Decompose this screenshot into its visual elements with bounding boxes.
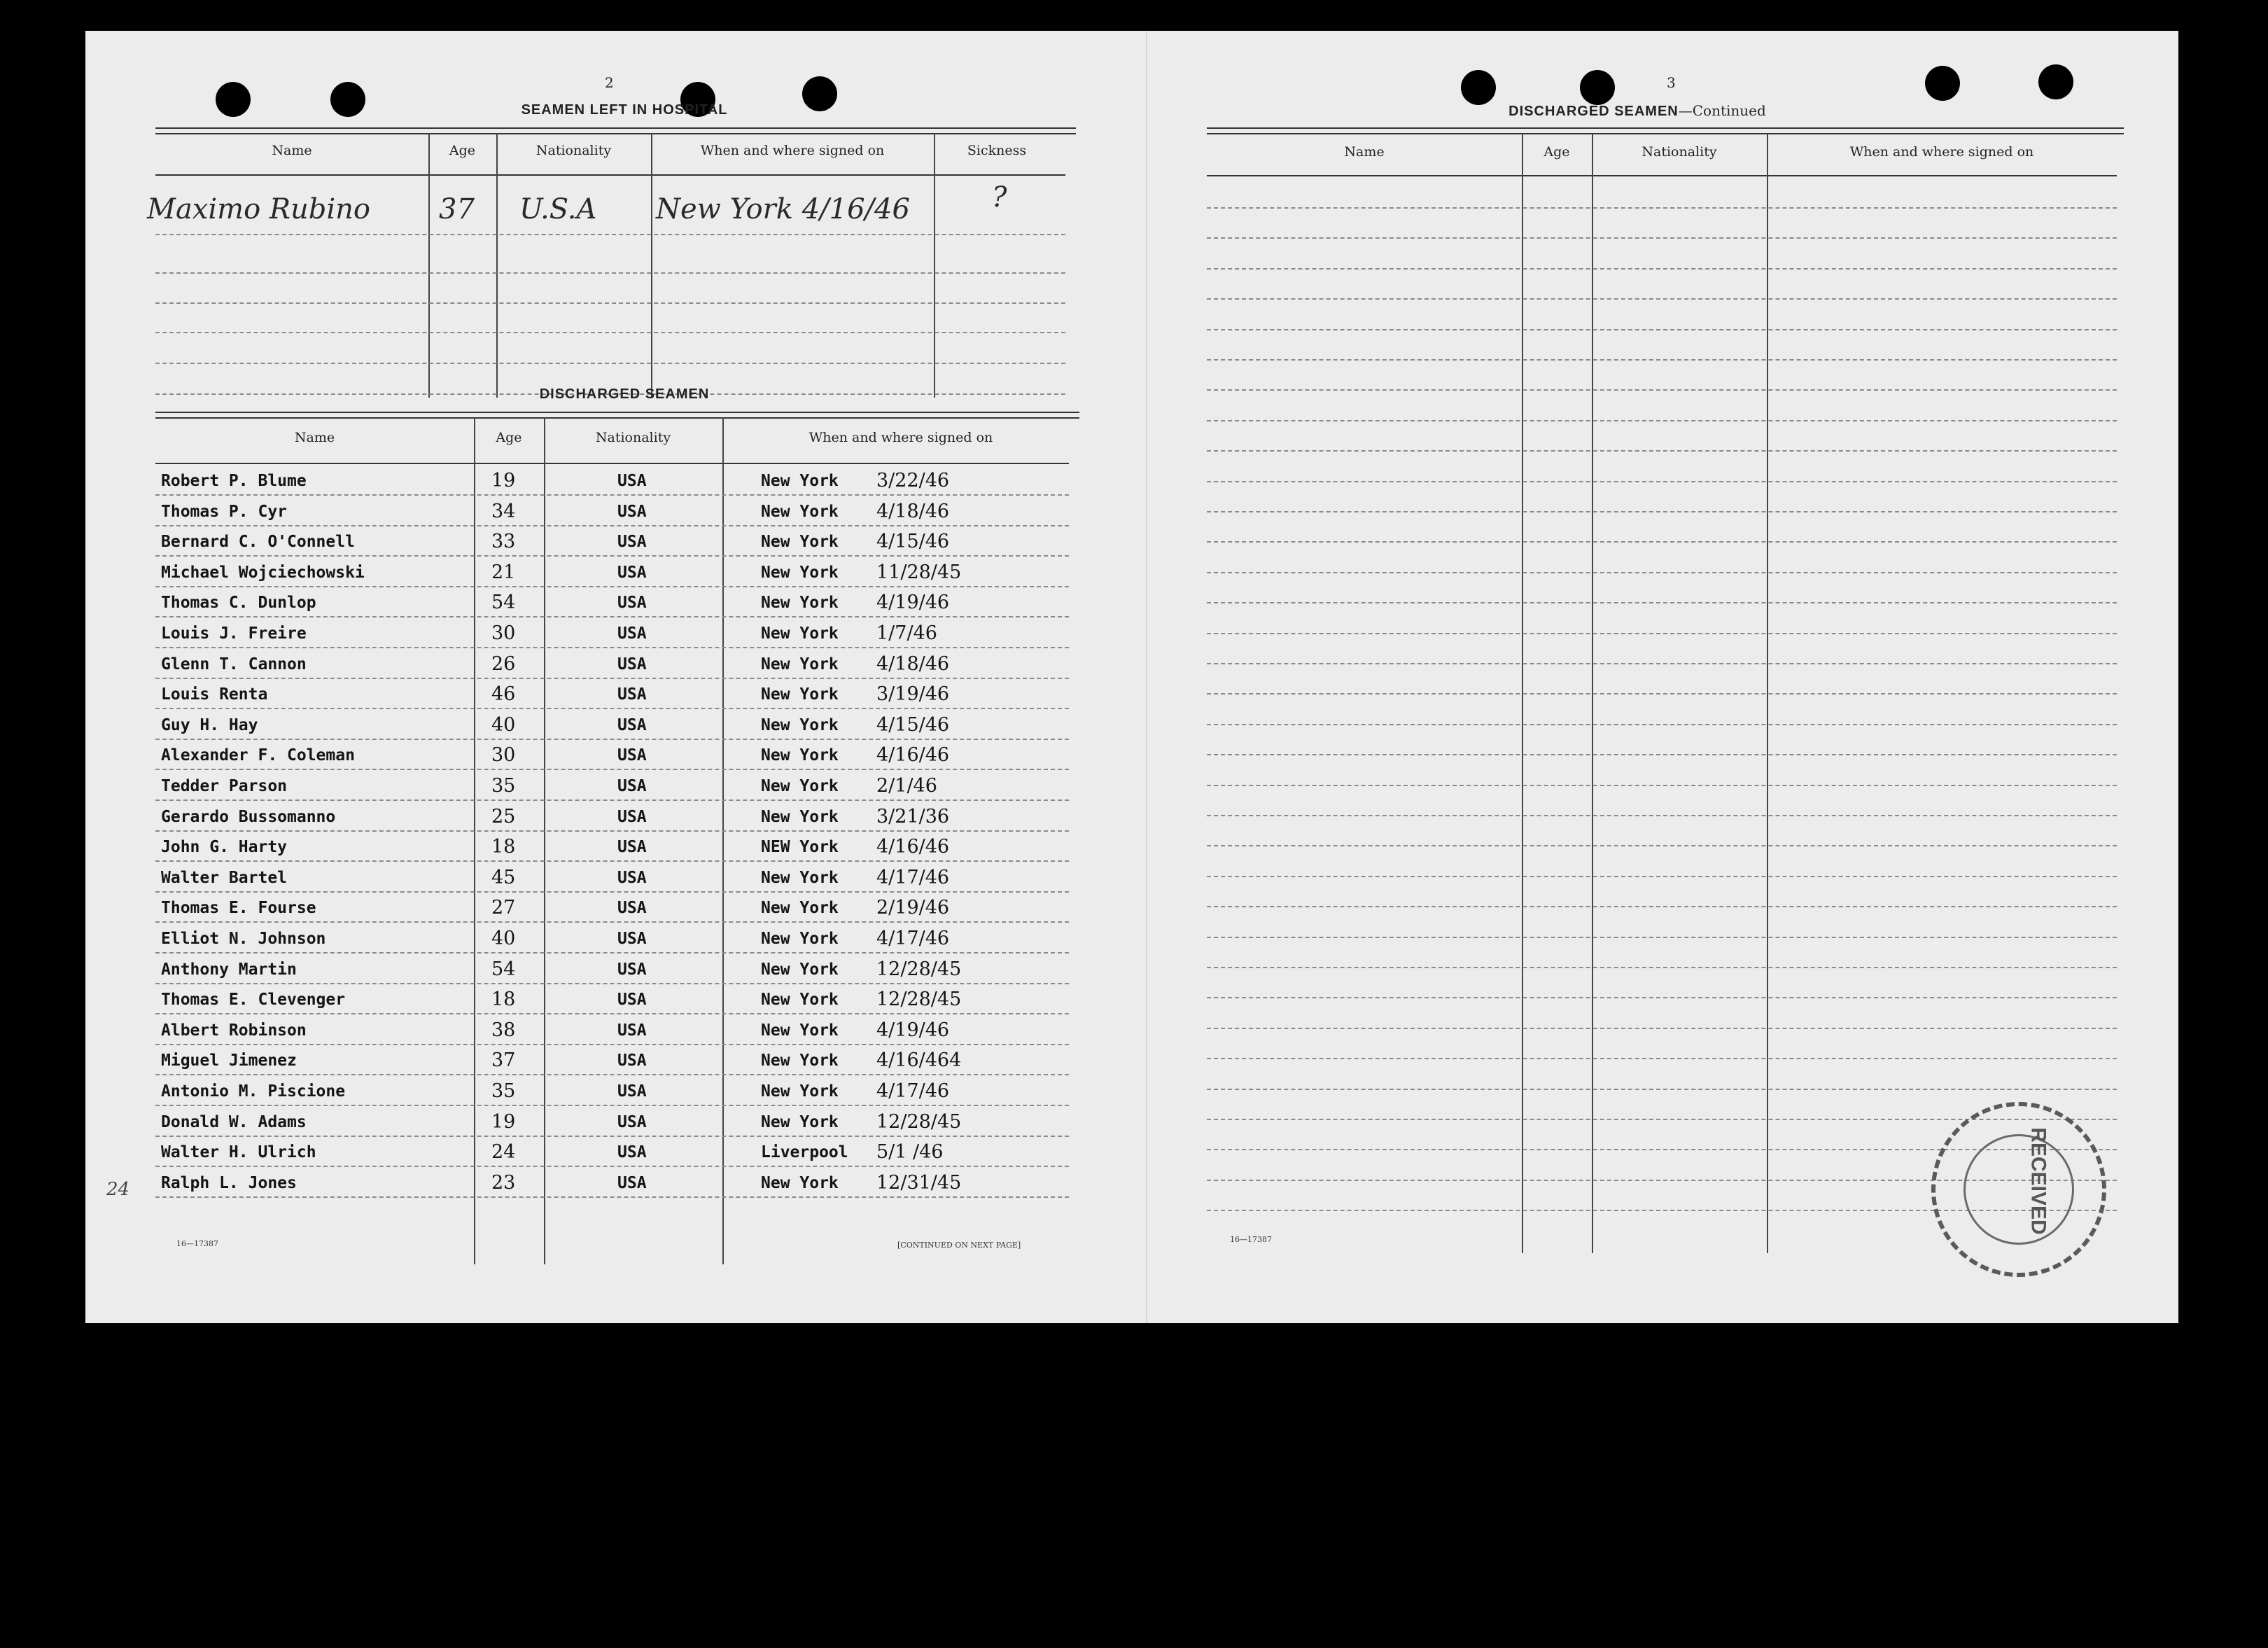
seaman-nationality: USA [617, 777, 647, 795]
row-line [155, 739, 1069, 740]
row-line [1207, 298, 2117, 300]
row-line [155, 769, 1069, 770]
seaman-name: Guy H. Hay [161, 716, 258, 734]
seaman-name: Louis J. Freire [161, 624, 307, 643]
seaman-nationality: USA [617, 1052, 647, 1070]
signed-on-place: New York [761, 991, 839, 1009]
seaman-age: 33 [491, 531, 516, 552]
row-line [1207, 785, 2117, 786]
seaman-name: Antonio M. Piscione [161, 1082, 346, 1101]
signed-on-place: New York [761, 1052, 839, 1070]
seaman-nationality: USA [617, 746, 647, 764]
signed-on-date: 4/17/46 [876, 867, 950, 888]
col-header-nationality: Nationality [595, 430, 671, 445]
seaman-age: 18 [491, 836, 516, 858]
continued-note: [CONTINUED ON NEXT PAGE] [897, 1241, 1021, 1250]
seaman-nationality: USA [617, 869, 647, 887]
row-line [1207, 268, 2117, 270]
seaman-name: Elliot N. Johnson [161, 930, 326, 948]
hospital-nationality: U.S.A [519, 193, 597, 225]
seaman-age: 30 [491, 744, 516, 766]
seaman-nationality: USA [617, 594, 647, 612]
signed-on-date: 2/19/46 [876, 897, 950, 919]
header-rule [155, 174, 1065, 176]
signed-on-date: 4/16/46 [876, 836, 950, 858]
hospital-name: Maximo Rubino [147, 193, 371, 225]
col-header-sickness: Sickness [967, 143, 1027, 158]
signed-on-date: 4/17/46 [876, 1080, 950, 1102]
seaman-nationality: USA [617, 838, 647, 856]
seaman-age: 45 [491, 867, 516, 888]
signed-on-place: New York [761, 503, 839, 521]
row-line [1207, 1028, 2117, 1029]
row-line [155, 1136, 1069, 1137]
hospital-section-title: SEAMEN LEFT IN HOSPITAL [521, 102, 728, 118]
row-line [1207, 937, 2117, 938]
seaman-name: Ralph L. Jones [161, 1174, 297, 1192]
signed-on-place: New York [761, 472, 839, 490]
signed-on-place: New York [761, 1082, 839, 1101]
hospital-sickness: ? [992, 181, 1007, 214]
seaman-name: Thomas E. Clevenger [161, 991, 346, 1009]
seaman-nationality: USA [617, 685, 647, 704]
seaman-nationality: USA [617, 1113, 647, 1131]
col-header-nationality: Nationality [536, 143, 612, 158]
signed-on-place: New York [761, 1021, 839, 1040]
signed-on-date: 2/1/46 [876, 775, 937, 797]
margin-note: 24 [106, 1179, 130, 1200]
seaman-nationality: USA [617, 624, 647, 643]
seaman-name: Alexander F. Coleman [161, 746, 355, 764]
row-line [155, 1044, 1069, 1045]
seaman-nationality: USA [617, 1174, 647, 1192]
seaman-name: Thomas E. Fourse [161, 899, 316, 917]
signed-on-place: NEW York [761, 838, 839, 856]
row-line [155, 363, 1065, 364]
row-line [1207, 997, 2117, 998]
column-divider [474, 417, 475, 1264]
discharged-continued-title [1427, 102, 1847, 120]
seaman-nationality: USA [617, 503, 647, 521]
seaman-nationality: USA [617, 716, 647, 734]
signed-on-place: New York [761, 716, 839, 734]
seaman-name: Walter H. Ulrich [161, 1143, 316, 1161]
hospital-age: 37 [439, 193, 475, 225]
signed-on-date: 4/18/46 [876, 501, 950, 522]
seaman-nationality: USA [617, 655, 647, 673]
col-header-name: Name [1344, 144, 1385, 160]
row-line [155, 555, 1069, 557]
row-line [1207, 663, 2117, 664]
col-header-signed: When and where signed on [808, 430, 993, 445]
signed-on-place: New York [761, 1174, 839, 1192]
row-line [155, 921, 1069, 923]
signed-on-place: New York [761, 746, 839, 764]
seaman-age: 46 [491, 683, 516, 705]
seaman-age: 38 [491, 1019, 516, 1041]
seaman-age: 35 [491, 775, 516, 797]
signed-on-date: 4/17/46 [876, 928, 950, 949]
signed-on-date: 4/16/46 [876, 744, 950, 766]
row-line [1207, 207, 2117, 209]
title-bold: DISCHARGED SEAMEN [1508, 104, 1679, 119]
row-line [155, 494, 1069, 496]
row-line [1207, 693, 2117, 694]
seaman-name: Glenn T. Cannon [161, 655, 307, 673]
row-line [1207, 481, 2117, 482]
seaman-age: 27 [491, 897, 516, 919]
column-divider [544, 417, 545, 1264]
signed-on-place: New York [761, 594, 839, 612]
seaman-age: 25 [491, 806, 516, 828]
right-page [1147, 31, 2178, 1323]
row-line [155, 891, 1069, 893]
seaman-nationality: USA [617, 930, 647, 948]
row-line [1207, 420, 2117, 421]
header-rule [155, 463, 1069, 464]
row-line [1207, 1089, 2117, 1090]
signed-on-date: 5/1 /46 [876, 1141, 944, 1163]
seaman-nationality: USA [617, 1021, 647, 1040]
col-header-signed: When and where signed on [700, 143, 885, 158]
stamp-text: RECEIVED [2026, 1127, 2050, 1235]
seaman-age: 24 [491, 1141, 516, 1163]
seaman-age: 34 [491, 501, 516, 522]
signed-on-date: 3/21/36 [876, 806, 950, 828]
received-stamp [1931, 1102, 2106, 1277]
row-line [1207, 633, 2117, 634]
signed-on-date: 4/15/46 [876, 531, 950, 552]
row-line [155, 616, 1069, 617]
signed-on-place: New York [761, 655, 839, 673]
seaman-age: 21 [491, 561, 516, 583]
row-line [155, 1013, 1069, 1014]
row-line [1207, 602, 2117, 603]
row-line [1207, 906, 2117, 907]
row-line [155, 1196, 1069, 1198]
seaman-age: 54 [491, 958, 516, 980]
seaman-name: Robert P. Blume [161, 472, 307, 490]
seaman-age: 37 [491, 1049, 516, 1071]
seaman-name: Anthony Martin [161, 961, 297, 979]
seaman-name: Thomas C. Dunlop [161, 594, 316, 612]
column-divider [428, 133, 430, 398]
signed-on-date: 1/7/46 [876, 622, 937, 644]
signed-on-place: New York [761, 899, 839, 917]
seaman-age: 40 [491, 928, 516, 949]
signed-on-date: 3/19/46 [876, 683, 950, 705]
seaman-age: 30 [491, 622, 516, 644]
row-line [1207, 511, 2117, 512]
signed-on-date: 4/19/46 [876, 592, 950, 613]
signed-on-date: 4/18/46 [876, 653, 950, 675]
row-line [155, 678, 1069, 679]
signed-on-date: 12/28/45 [876, 989, 962, 1010]
seaman-name: Gerardo Bussomanno [161, 808, 336, 826]
column-divider [651, 133, 652, 398]
seaman-age: 23 [491, 1172, 516, 1194]
seaman-age: 26 [491, 653, 516, 675]
signed-on-place: New York [761, 808, 839, 826]
seaman-nationality: USA [617, 1143, 647, 1161]
row-line [155, 272, 1065, 274]
section-rule [155, 412, 1079, 419]
col-header-signed: When and where signed on [1849, 144, 2034, 160]
row-line [1207, 389, 2117, 391]
seaman-age: 35 [491, 1080, 516, 1102]
row-line [1207, 237, 2117, 239]
seaman-name: John G. Harty [161, 838, 288, 856]
signed-on-date: 11/28/45 [876, 561, 962, 583]
seaman-nationality: USA [617, 472, 647, 490]
row-line [1207, 541, 2117, 543]
row-line [155, 1074, 1069, 1075]
form-number: 16—17387 [1230, 1235, 1272, 1244]
row-line [155, 525, 1069, 526]
row-line [155, 647, 1069, 648]
stamp-inner-ring [1963, 1134, 2074, 1245]
row-line [1207, 815, 2117, 816]
signed-on-place: New York [761, 564, 839, 582]
col-header-name: Name [272, 143, 312, 158]
signed-on-place: New York [761, 777, 839, 795]
seaman-nationality: USA [617, 1082, 647, 1101]
seaman-age: 19 [491, 1111, 516, 1133]
row-line [1207, 359, 2117, 361]
hospital-signed: New York 4/16/46 [656, 193, 910, 225]
signed-on-date: 12/31/45 [876, 1172, 962, 1194]
row-line [1207, 1058, 2117, 1059]
seaman-name: Thomas P. Cyr [161, 503, 288, 521]
signed-on-place: New York [761, 1113, 839, 1131]
signed-on-date: 4/16/464 [876, 1049, 962, 1071]
column-divider [496, 133, 498, 398]
signed-on-place: New York [761, 869, 839, 887]
row-line [155, 799, 1069, 801]
row-line [1207, 572, 2117, 573]
seaman-age: 40 [491, 714, 516, 736]
col-header-nationality: Nationality [1642, 144, 1717, 160]
seaman-nationality: USA [617, 961, 647, 979]
row-line [1207, 754, 2117, 755]
signed-on-place: New York [761, 533, 839, 551]
signed-on-date: 12/28/45 [876, 1111, 962, 1133]
seaman-nationality: USA [617, 564, 647, 582]
section-rule [155, 127, 1076, 134]
signed-on-place: New York [761, 685, 839, 704]
page-number: 2 [605, 74, 614, 91]
column-divider [934, 133, 935, 398]
seaman-age: 19 [491, 470, 516, 491]
signed-on-date: 4/19/46 [876, 1019, 950, 1041]
seaman-age: 54 [491, 592, 516, 613]
discharged-section-title: DISCHARGED SEAMEN [539, 386, 710, 402]
row-line [1207, 967, 2117, 968]
row-line [1207, 329, 2117, 330]
row-line [155, 586, 1069, 587]
left-page [85, 31, 1146, 1323]
row-line [1207, 724, 2117, 725]
seaman-nationality: USA [617, 808, 647, 826]
seaman-name: Miguel Jimenez [161, 1052, 297, 1070]
col-header-name: Name [294, 430, 335, 445]
col-header-age: Age [496, 430, 522, 445]
signed-on-date: 4/15/46 [876, 714, 950, 736]
seaman-name: Louis Renta [161, 685, 268, 704]
row-line [1207, 876, 2117, 877]
row-line [155, 234, 1065, 235]
seaman-name: Bernard C. O'Connell [161, 533, 355, 551]
seaman-nationality: USA [617, 899, 647, 917]
row-line [155, 983, 1069, 984]
row-line [155, 860, 1069, 862]
row-line [155, 302, 1065, 304]
seaman-name: Michael Wojciechowski [161, 564, 365, 582]
seaman-name: Tedder Parson [161, 777, 288, 795]
header-rule [1207, 175, 2117, 176]
seaman-nationality: USA [617, 533, 647, 551]
signed-on-place: New York [761, 930, 839, 948]
seaman-name: Albert Robinson [161, 1021, 307, 1040]
page-number: 3 [1667, 74, 1676, 91]
document-sheet [85, 31, 2178, 1323]
seaman-age: 18 [491, 989, 516, 1010]
row-line [155, 708, 1069, 709]
form-number: 16—17387 [176, 1239, 218, 1248]
column-divider [722, 417, 724, 1264]
seaman-nationality: USA [617, 991, 647, 1009]
row-line [155, 952, 1069, 954]
signed-on-place: New York [761, 961, 839, 979]
signed-on-place: Liverpool [761, 1143, 848, 1161]
signed-on-place: New York [761, 624, 839, 643]
seaman-name: Walter Bartel [161, 869, 288, 887]
signed-on-date: 3/22/46 [876, 470, 950, 491]
col-header-age: Age [1544, 144, 1570, 160]
section-rule [1207, 127, 2124, 134]
row-line [155, 1105, 1069, 1106]
row-line [155, 332, 1065, 333]
signed-on-date: 12/28/45 [876, 958, 962, 980]
row-line [1207, 845, 2117, 846]
col-header-age: Age [449, 143, 476, 158]
row-line [155, 1166, 1069, 1167]
seaman-name: Donald W. Adams [161, 1113, 307, 1131]
row-line [155, 830, 1069, 832]
title-continued: —Continued [1678, 102, 1766, 119]
row-line [1207, 450, 2117, 452]
